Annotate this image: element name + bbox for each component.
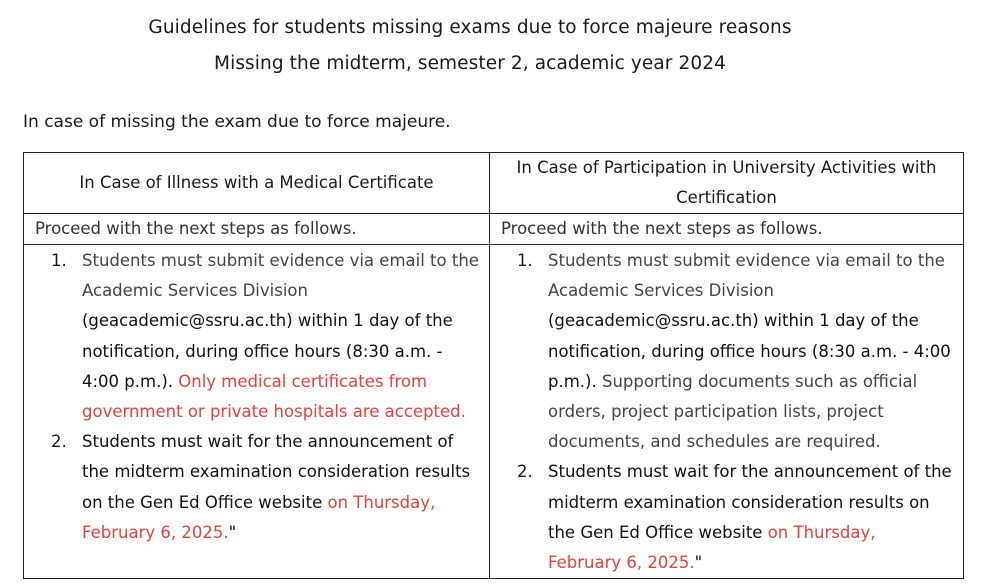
step-text-part: (geacademic@ssru.ac.th) within 1 day of the notification, during office hours (8:30 a.m. - 4:00 p.m.). bbox=[548, 311, 951, 391]
step-text-part: " bbox=[694, 553, 703, 573]
step-text-part: (geacademic@ssru.ac.th) within 1 day of the notification, during office hours (8:30 a.m. - 4:00 p.m.). bbox=[82, 311, 453, 391]
step-text-part: Supporting documents such as official orders, project participation lists, project documents, and schedules are required. bbox=[548, 371, 918, 452]
step-number: 1. bbox=[517, 251, 533, 270]
step-text bbox=[548, 457, 953, 578]
step-number: 2. bbox=[51, 432, 67, 452]
step-text-part: " bbox=[228, 522, 237, 542]
table-body-row bbox=[24, 245, 964, 579]
table-header-row bbox=[24, 153, 964, 214]
step-text-part: Students must wait for the announcement of the midterm examination consideration results on the Gen Ed Office website bbox=[82, 432, 471, 512]
list-item bbox=[500, 457, 953, 578]
right-steps-list bbox=[500, 246, 953, 578]
step-text bbox=[82, 246, 479, 427]
step-text bbox=[82, 427, 479, 548]
guidelines-table bbox=[23, 152, 964, 579]
highlighted-text: Only medical certificates from government or private hospitals are accepted. bbox=[82, 371, 466, 422]
left-steps-cell bbox=[24, 245, 490, 579]
list-item bbox=[34, 427, 479, 548]
intro-text: In case of missing the exam due to force majeure. bbox=[23, 112, 451, 132]
page-subtitle: Missing the midterm, semester 2, academic year 2024 bbox=[214, 53, 726, 74]
step-text bbox=[548, 246, 953, 457]
right-steps-cell bbox=[490, 245, 964, 579]
left-steps-list bbox=[34, 246, 479, 548]
left-subheader: Proceed with the next steps as follows. bbox=[24, 214, 490, 245]
step-text-part: Students must submit evidence via email to the Academic Services Division bbox=[548, 251, 945, 301]
highlighted-date: on Thursday, February 6, 2025. bbox=[82, 492, 436, 542]
page-title: Guidelines for students missing exams due to force majeure reasons bbox=[148, 17, 792, 38]
step-number: 1. bbox=[51, 251, 67, 270]
right-column-header: In Case of Participation in University Activities with Certification bbox=[490, 153, 964, 214]
table-subheader-row bbox=[24, 214, 964, 245]
left-column-header: In Case of Illness with a Medical Certificate bbox=[24, 153, 490, 214]
list-item bbox=[500, 246, 953, 457]
list-item bbox=[34, 246, 479, 427]
step-text-part: Students must wait for the announcement of the midterm examination consideration results on the Gen Ed Office website bbox=[548, 462, 952, 542]
step-number: 2. bbox=[517, 462, 533, 482]
step-text-part: Students must submit evidence via email to the Academic Services Division bbox=[82, 251, 479, 301]
right-subheader: Proceed with the next steps as follows. bbox=[490, 214, 964, 245]
highlighted-date: on Thursday, February 6, 2025. bbox=[548, 522, 876, 573]
